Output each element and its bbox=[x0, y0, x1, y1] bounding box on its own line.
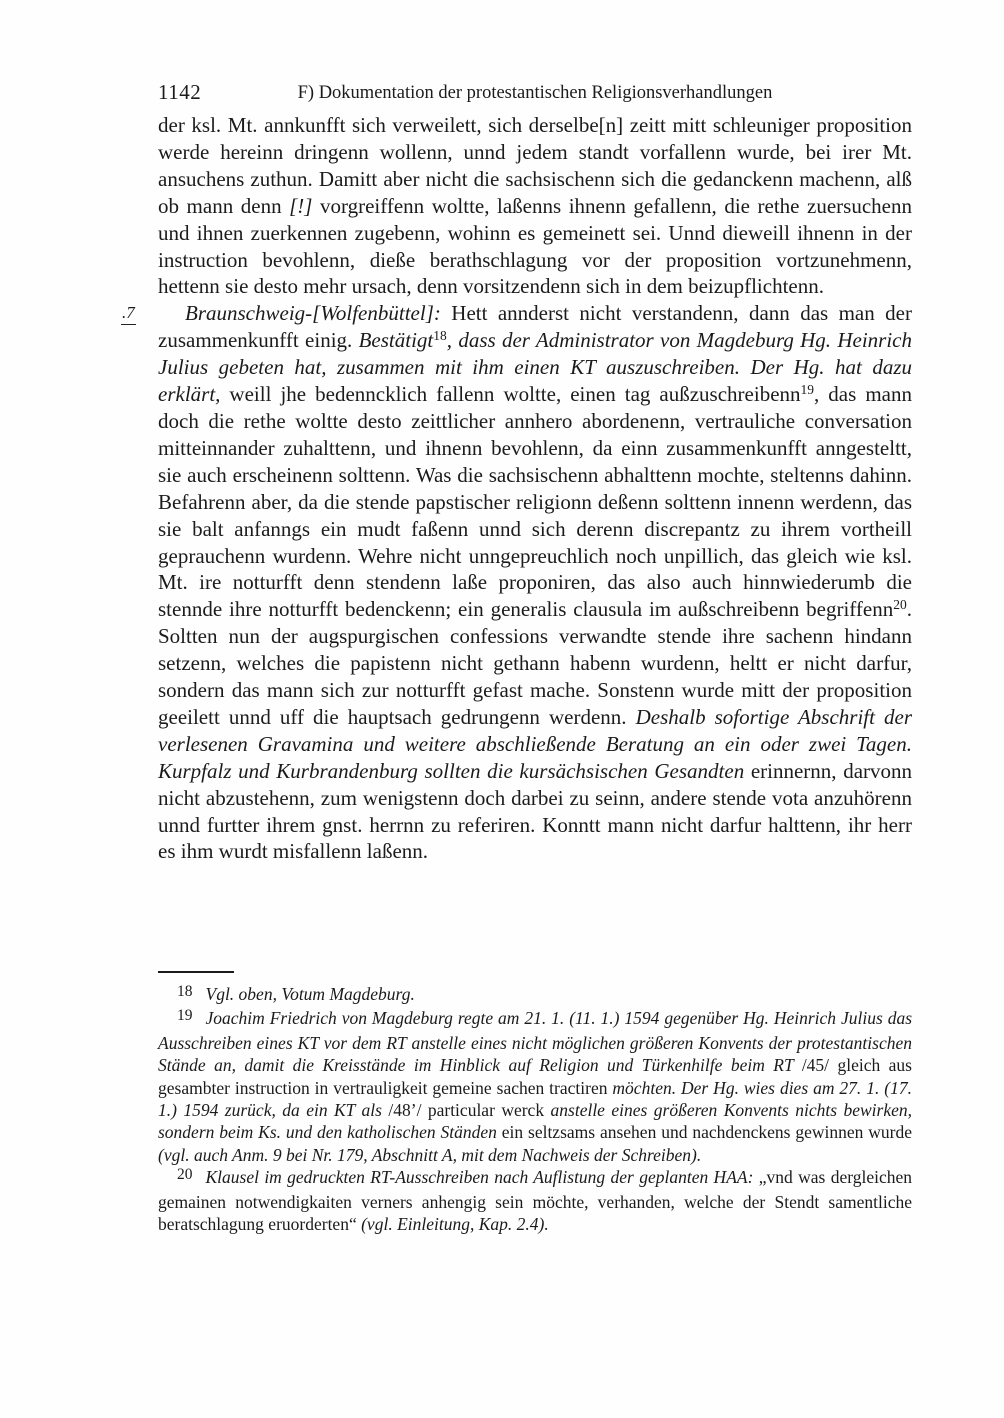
footnote-20 bbox=[158, 1166, 912, 1235]
margin-folio-note bbox=[121, 303, 136, 325]
footnote-separator-rule bbox=[158, 971, 234, 973]
footnote-text bbox=[158, 1167, 912, 1234]
text-segment: Vgl. oben, Votum Magdeburg. bbox=[205, 984, 415, 1004]
text-segment: , dass der Administrator von Magdeburg Hg. Heinrich Julius gebeten hat, zusammen mit ihm einen KT auszuschreiben. Der Hg. hat dazu erklärt, bbox=[158, 328, 912, 407]
text-segment: /45/ gleich aus gesambter instruction in vertrauligkeit gemeine sachen tractiren bbox=[158, 1055, 912, 1098]
text-segment: anstelle eines größeren Konvents nichts bewirken, sondern beim Ks. und den katholischen Ständen bbox=[158, 1100, 912, 1143]
margin-folio-number: .7 bbox=[121, 303, 136, 325]
footnote-ref: 19 bbox=[800, 382, 815, 398]
footnotes-section bbox=[158, 971, 912, 1235]
text-segment: Braunschweig-[Wolfenbüttel]: bbox=[185, 301, 441, 326]
running-title: F) Dokumentation der protestantischen Religionsverhandlungen bbox=[297, 83, 773, 103]
text-segment: Klausel im gedruckten RT-Ausschreiben nach Auflistung der geplanten HAA: bbox=[205, 1167, 759, 1188]
footnote-number: 20 bbox=[177, 1166, 193, 1184]
text-segment: Deshalb sofortige Abschrift der verlesenen Gravamina und weitere abschließende Beratung an ein oder zwei Tagen. Kurpfalz und Kurbrandenburg sollten die kursächsischen Gesandten bbox=[158, 704, 913, 783]
text-segment: weill jhe bedenncklich fallenn woltte, einen tag außzuschreibenn bbox=[220, 382, 801, 407]
footnote-number: 18 bbox=[177, 983, 193, 1000]
text-segment: (vgl. auch Anm. 9 bei Nr. 179, Abschnitt A, mit dem Nachweis der Schreiben). bbox=[158, 1144, 702, 1165]
text-segment: Joachim Friedrich von Magdeburg regte am 21. 1. (11. 1.) 1594 gegenüber Hg. Heinrich Julius das Ausschreiben eines KT vor dem RT anstelle eines nicht möglichen größeren Konvents der protestantischen Stände an, damit die Kreisstände im Hinblick auf Religion und Türkenhilfe beim RT bbox=[158, 1008, 912, 1076]
text-segment: (vgl. Einleitung, Kap. 2.4). bbox=[361, 1214, 549, 1235]
body-paragraph-2 bbox=[158, 300, 912, 865]
footnote-text bbox=[206, 984, 415, 1004]
running-header bbox=[158, 80, 912, 108]
footnote-text bbox=[158, 1008, 912, 1164]
footnote-ref: 18 bbox=[433, 328, 447, 344]
text-segment: erinnernn, darvonn nicht abzustehenn, zum wenigstenn doch darbei zu seinn, andere stende vota anzuhörenn unnd furtter ihrem gnst. herrnn zu referiren. Konntt mann nicht darfur halttenn, ihr herr es ihm wurdt misfallenn laßenn. bbox=[158, 758, 913, 864]
text-segment: , das mann doch die rethe woltte desto zeittlicher annhero abordenenn, vertrauliche conversation mitteinnander zuhalttenn, und ihnenn bevohlenn, da einn zusammenkunfft anngesteltt, sie auch erscheinenn solttenn. Was die sachsischenn abhalttenn mochte, steltenns dahinn. Befahrenn aber, da die stende papstischer religionn deßenn solttenn innenn werdenn, das sie balt anfanngs ein mudt faßenn unnd sich derenn discrepantz zu ihrem vortheill geprauchenn wurdenn. Wehre nicht unngepreuchlich noch unpillich, das gleich wie ksl. Mt. ire notturfft denn stendenn laße proponiren, das also auch hinnwiederumb die stennde ihre notturfft bedenckenn; ein generalis clausula im außschreibenn begriffenn bbox=[158, 382, 912, 622]
body-paragraph-1 bbox=[158, 112, 912, 300]
text-segment: der ksl. Mt. annkunfft sich verweilett, sich derselbe[n] zeitt mitt schleuniger proposition werde hereinn dringenn wollenn, unnd jedem standt vorfallenn wurde, bei irer Mt. ansuchens zuthun. Damitt aber nicht die sachsischenn sich die gedanckenn machenn, alß ob mann denn bbox=[158, 113, 912, 218]
text-segment: ein seltzsams ansehen und nachdenckens gewinnen wurde bbox=[501, 1122, 912, 1143]
text-segment: möchten. Der Hg. wies dies am 27. 1. (17. 1.) 1594 zurück, da ein KT als bbox=[158, 1077, 912, 1121]
page-number: 1142 bbox=[158, 80, 202, 104]
text-segment: Bestätigt bbox=[358, 328, 434, 353]
footnote-ref: 20 bbox=[893, 597, 907, 613]
text-segment: vorgreiffenn woltte, laßenns ihnenn gefallenn, die rethe zuersuchenn und ihnen zuerkennen zugebenn, wohinn es gemeinett sei. Unnd dieweill ihnenn in der instruction bevohlenn, dieße berathschlagung vor der proposition vortzunehmenn, hettenn sie desto mehr ursach, denn vorsitzendenn sich in dem beizupflichtenn. bbox=[158, 193, 912, 299]
text-segment: . Soltten nun der augspurgischen confessions verwandte stende ihre sachenn hindann setzenn, welches die papistenn nicht gethann habenn wurdenn, heltt er nicht darfur, sondern das mann sich zur notturfft gefast mache. Sonstenn wurde mitt der proposition geeilett unnd uff die hauptsach gedrungenn werdenn. bbox=[158, 597, 912, 729]
text-segment: [!] bbox=[289, 193, 313, 218]
footnote-number: 19 bbox=[177, 1007, 193, 1025]
text-segment: Hett annderst nicht verstandenn, dann das man der zusammenkunfft einig. bbox=[158, 301, 912, 353]
text-segment: /48’/ particular werck bbox=[388, 1100, 551, 1121]
footnote-18 bbox=[158, 983, 912, 1007]
footnote-19 bbox=[158, 1007, 912, 1166]
text-segment: „vnd was dergleichen gemainen notwendigkaiten verners anhengig sein möchte, verhanden, welche der Stendt samentliche beratschlagung eruorderten“ bbox=[158, 1167, 912, 1235]
main-text-block bbox=[158, 112, 912, 865]
